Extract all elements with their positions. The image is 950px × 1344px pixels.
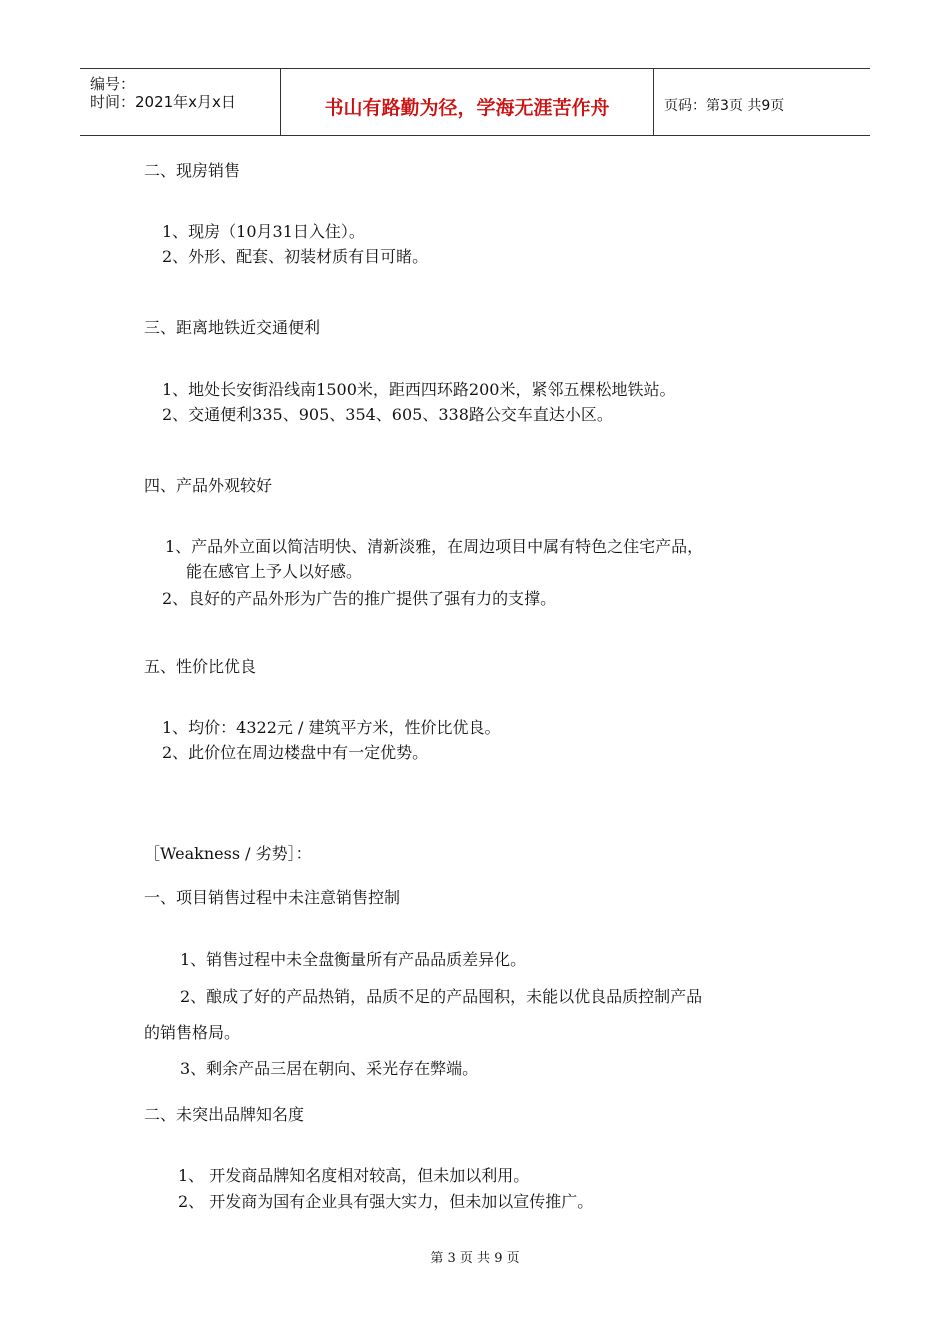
document-time-label: 时间：2021年x月x日: [90, 93, 236, 111]
section-heading: 三、距离地铁近交通便利: [144, 318, 321, 337]
document-header: [80, 68, 870, 136]
list-item: 2、 开发商为国有企业具有强大实力，但未加以宣传推广。: [178, 1192, 594, 1211]
section-heading: 四、产品外观较好: [144, 476, 273, 495]
section-heading: 二、现房销售: [144, 161, 241, 180]
page-code: 页码：第3页 共9页: [664, 98, 785, 114]
header-page-cell: [654, 69, 870, 135]
list-item: 2、此价位在周边楼盘中有一定优势。: [162, 743, 429, 762]
list-item: 1、地处长安街沿线南1500米，距西四环路200米，紧邻五棵松地铁站。: [162, 380, 676, 399]
list-item: 2、外形、配套、初装材质有目可睹。: [162, 247, 429, 266]
section-heading: 一、项目销售过程中未注意销售控制: [144, 888, 401, 907]
list-item: 2、良好的产品外形为广告的推广提供了强有力的支撑。: [162, 589, 557, 608]
list-item-continuation: 能在感官上予人以好感。: [186, 562, 363, 581]
list-item: 1、均价：4322元 / 建筑平方米，性价比优良。: [162, 718, 501, 737]
document-number-label: 编号：: [90, 75, 136, 93]
header-meta-cell: [80, 69, 281, 135]
list-item: 3、剩余产品三居在朝向、采光存在弊端。: [180, 1059, 479, 1078]
list-item-continuation: 的销售格局。: [144, 1023, 241, 1042]
list-item: 2、交通便利335、905、354、605、338路公交车直达小区。: [162, 405, 613, 424]
motto-text: 书山有路勤为径，学海无涯苦作舟: [324, 97, 610, 119]
header-motto-cell: [281, 69, 654, 135]
page-footer: 第 3 页 共 9 页: [430, 1251, 520, 1266]
section-heading: 五、性价比优良: [144, 657, 257, 676]
list-item: 1、 开发商品牌知名度相对较高，但未加以利用。: [178, 1166, 530, 1185]
list-item: 1、产品外立面以简洁明快、清新淡雅，在周边项目中属有特色之住宅产品，: [165, 537, 704, 556]
section-heading: 二、未突出品牌知名度: [144, 1105, 305, 1124]
list-item: 1、现房（10月31日入住）。: [162, 222, 365, 241]
list-item: 2、酿成了好的产品热销，品质不足的产品囤积，未能以优良品质控制产品: [180, 987, 703, 1006]
weakness-heading: ［Weakness / 劣势］：: [144, 844, 312, 863]
list-item: 1、销售过程中未全盘衡量所有产品品质差异化。: [180, 950, 527, 969]
